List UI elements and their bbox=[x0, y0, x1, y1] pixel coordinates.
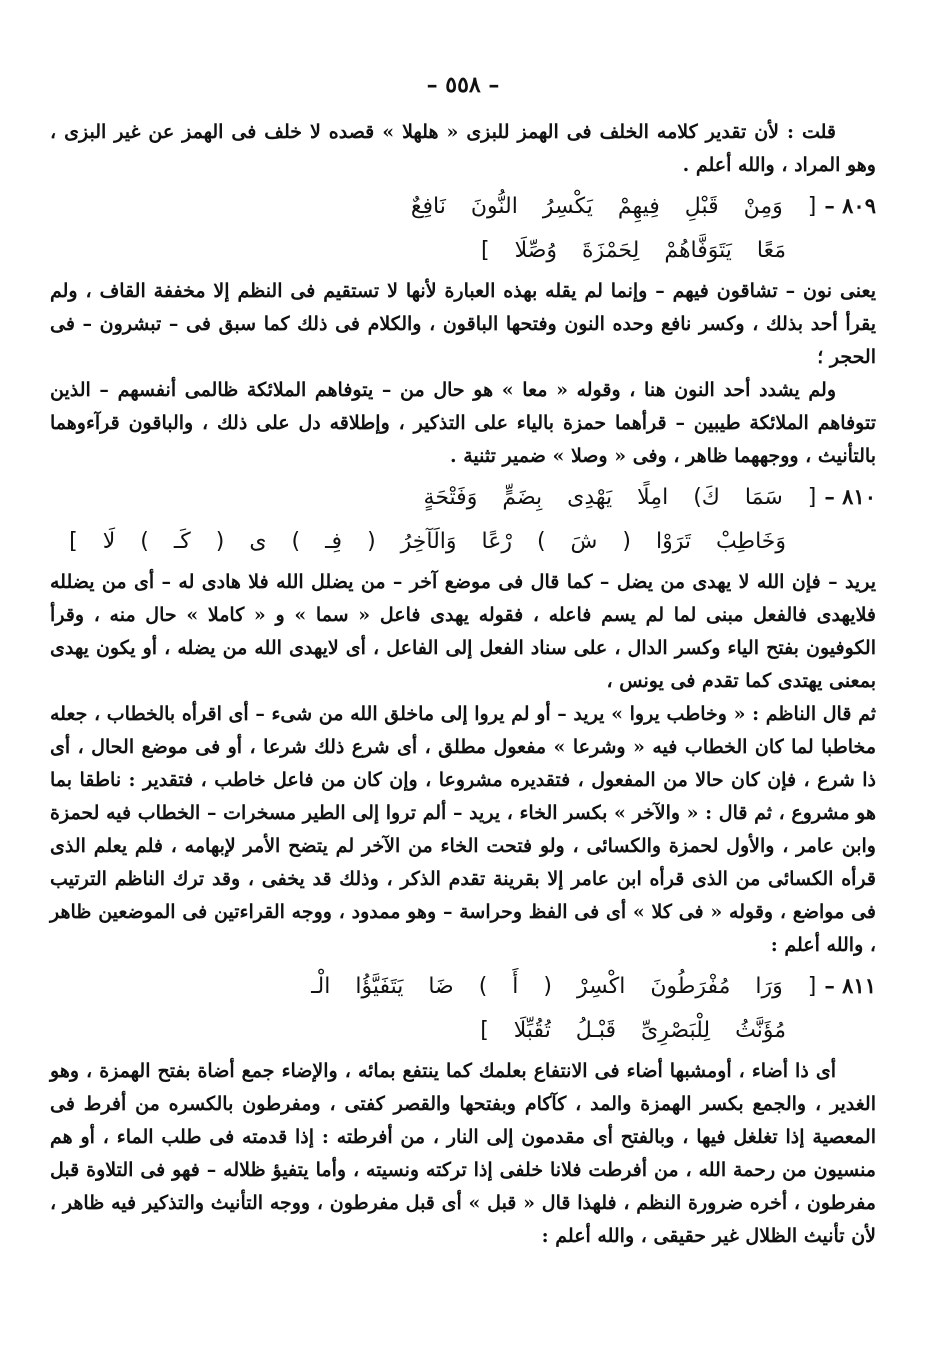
verse-811-line-1 bbox=[50, 966, 876, 1007]
verse-hemistich-1: [ وَمِنْ قَبْلِ فِيهِمْ يَكْسِرُ النُّونَ نَافِعٌ bbox=[410, 194, 817, 219]
paragraph-1: قلت : لأن تقدير كلامه الخلف فى الهمز للبزى « هلهلا » قصده لا خلف فى الهمز عن غير البزى ، وهو المراد ، والله أعلم . bbox=[50, 121, 876, 176]
verse-hemistich-2: وَخَاطِبْ تَرَوْا ( شَ ) رْعًا وَالَآخِرُ ( فِـ ) ى ( كَـ ) لَا ] bbox=[69, 529, 786, 554]
verse-809-line-1 bbox=[50, 186, 876, 227]
verse-hemistich-2: مَعًا يَتَوَفَّاهُمْ لِحَمْزَةَ وُصِّلَا ] bbox=[481, 238, 786, 263]
paragraph-5: ثم قال الناظم : « وخاطب يروا » يريد – أو لم يروا إلى ماخلق الله من شىء – أى اقرأه بالخطاب ، جعله مخاطبا لما كان الخطاب فيه « وشرعا » مفعول مطلق ، أى شرع ذلك شرعا ، أو فى موضع الحال ، أى ذا شرع ، فإن كان حالا من المفعول ، فتقديره مشروعا ، وإن كان من فاعل خاطب ، فتقدير : ناطقا بما هو مشروع ، ثم قال : « والآخر » بكسر الخاء ، يريد – ألم تروا إلى الطير مسخرات – الخطاب فيه لحمزة وابن عامر ، والأول لحمزة والكسائى ، ولو فتحت الخاء من الآخر لم يتضح الأمر لإبهامه ، فلم يعلم الذى قرأه الكسائى من الذى قرأه ابن عامر إلا بقرينة تقدم الذكر ، وذلك قد يخفى ، وقد ترك الناظم الترتيب فى مواضع ، وقوله « فى كلا » أى فى الفظ وحراسة – وهو ممدود ، ووجه القراءتين فى الموضعين ظاهر ، والله أعلم : bbox=[50, 703, 876, 956]
paragraph-3: ولم يشدد أحد النون هنا ، وقوله « معا » هو حال من – يتوفاهم الملائكة ظالمى أنفسهم – الذين تتوفاهم الملائكة طيبين – قرأهما حمزة بالياء على التذكير ، وإطلاقه دل على ذلك ، والباقون قرآءوهما بالتأنيث ، ووجههما ظاهر ، وفى « وصلا » ضمير تثنية . bbox=[50, 379, 876, 467]
verse-hemistich-2: مُؤَنَّثُ لِلْبَصْرِىِّ قَبْـلُ تُقُبِّلَا ] bbox=[480, 1018, 786, 1043]
verse-811-line-2 bbox=[50, 1011, 876, 1051]
verse-number: ٨٠٩ – bbox=[824, 193, 876, 218]
verse-number: ٨١١ – bbox=[824, 973, 876, 998]
verse-809-line-2 bbox=[50, 231, 876, 271]
page-number: – ٥٥٨ – bbox=[426, 72, 500, 98]
verse-number: ٨١٠ – bbox=[824, 484, 876, 509]
verse-hemistich-1: [ وَرَا مُفْرَطُونَ اكْسِرْ ( أَ ) ضَا يَتَفَيَّؤُا الْـ bbox=[311, 974, 817, 999]
verse-810-line-1 bbox=[50, 477, 876, 518]
verse-810-line-2 bbox=[50, 522, 876, 562]
paragraph-2: يعنى نون – تشاقون فيهم – وإنما لم يقله بهذه العبارة لأنها لا تستقيم فى النظم إلا مخففة القاف ، ولم يقرأ أحد بذلك ، وكسر نافع وحده النون وفتحها الباقون ، والكلام فى ذلك كما سبق فى – تبشرون – فى الحجر ؛ bbox=[50, 280, 876, 368]
paragraph-6: أى ذا أضاء ، أومشبها أضاء فى الانتفاع بعلمك كما ينتفع بمائه ، والإضاء جمع أضاة بفتح الهمزة ، وهو الغدير ، والجمع بكسر الهمزة والمد ، كآكام وبفتحها والقصر كفتى ، ومفرطون بالكسره من أفرط فى المعصية إذا تغلغل فيها ، وبالفتح أى مقدمون إلى النار ، من أفرطته : إذا قدمته فى طلب الماء ، أو هم منسيون من رحمة الله ، من أفرطت فلانا خلفى إذا تركته ونسيته ، وأما يتفيؤ ظلاله – فهو فى التلاوة قبل مفرطون ، أخره ضرورة النظم ، فلهذا قال « قبل » أى قبل مفرطون ، ووجه التأنيث والتذكير فيه ظاهر ، لأن تأنيث الظلال غير حقيقى ، والله أعلم : bbox=[50, 1060, 876, 1247]
verse-hemistich-1: [ سَمَا كَ) امِلًا يَهْدِى بِضَمٍّ وَفَتْحَةٍ bbox=[423, 485, 817, 510]
paragraph-4: يريد – فإن الله لا يهدى من يضل – كما قال فى موضع آخر – من يضلل الله فلا هادى له – أى من يضلله فلايهدى فالفعل مبنى لما لم يسم فاعله ، فقوله يهدى فاعل « سما » و « كاملا » حال منه ، وقرأ الكوفيون بفتح الياء وكسر الدال ، على سناد الفعل إلى الفاعل ، أى لايهدى الله من يضله ، أو يكون يهدى بمعنى يهتدى كما تقدم فى يونس ، bbox=[50, 571, 876, 692]
